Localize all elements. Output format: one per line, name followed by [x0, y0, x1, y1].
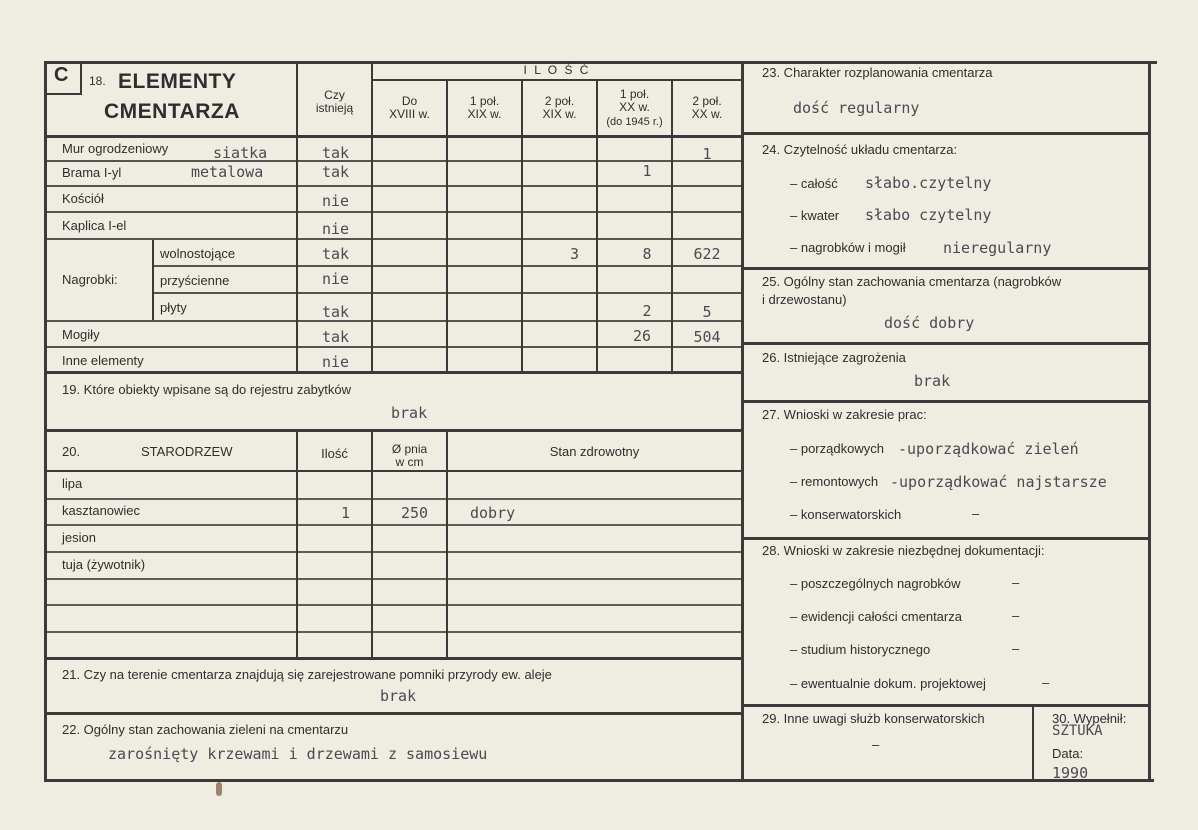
quantity-value: 1	[642, 162, 652, 180]
q27-item-label: – remontowych	[790, 474, 879, 489]
row-line	[44, 578, 741, 580]
section-line	[741, 342, 1151, 345]
q30-date-label: Data:	[1052, 746, 1084, 761]
ink-stain	[216, 782, 222, 796]
row-line	[44, 498, 741, 500]
col-header: XIX w.	[467, 107, 502, 121]
section-title-line1: ELEMENTY	[118, 70, 237, 93]
col-line	[152, 240, 154, 320]
q28-item-answer: –	[1012, 641, 1020, 656]
row-line	[44, 524, 741, 526]
section-title-line2: CMENTARZA	[104, 100, 240, 123]
row-line	[44, 551, 741, 553]
tree-name: tuja (żywotnik)	[62, 557, 146, 572]
q23-answer: dość regularny	[793, 99, 920, 117]
q25-answer: dość dobry	[884, 314, 975, 332]
q24-item-answer: słabo.czytelny	[865, 174, 992, 192]
left-border	[44, 61, 47, 782]
q24-item-label: – kwater	[790, 208, 840, 223]
section-line	[741, 400, 1151, 403]
tree-name: lipa	[62, 476, 83, 491]
q28-item-label: – poszczególnych nagrobków	[790, 576, 961, 591]
q30-date: 1990	[1052, 764, 1089, 782]
row-line	[152, 292, 741, 294]
q20-col-diameter: w cm	[395, 455, 424, 469]
row-label: Mogiły	[62, 327, 100, 342]
col-header: 1 poł.	[469, 94, 500, 108]
tree-quantity: 1	[340, 504, 351, 522]
row-label: Kaplica I-el	[62, 218, 127, 233]
section-line	[741, 704, 1151, 707]
q30-label: 30. Wypełnił:	[1052, 711, 1127, 726]
row-label: wolnostojące	[160, 246, 236, 261]
q20-col-quantity: Ilość	[321, 446, 348, 461]
q24-item-answer: nieregularny	[943, 239, 1052, 257]
q27-item-answer: -uporządkować najstarsze	[890, 473, 1107, 491]
q21-question: 21. Czy na terenie cmentarza znajdują się zarejestrowane pomniki przyrody ew. aleje	[62, 667, 552, 682]
exists-value: nie	[321, 220, 350, 238]
row-line	[44, 631, 741, 633]
exists-header-1: Czy	[324, 88, 345, 102]
col-header: XX w.	[691, 107, 723, 121]
col-header: (do 1945 r.)	[606, 116, 663, 128]
ilosc-line	[371, 79, 741, 81]
row-line	[152, 265, 741, 267]
q20-col-health: Stan zdrowotny	[549, 444, 640, 459]
row-detail: metalowa	[191, 163, 264, 181]
section-line	[741, 267, 1151, 270]
section-line	[44, 371, 741, 374]
section-number: 18.	[89, 74, 106, 88]
row-label: Kościół	[62, 191, 104, 206]
q20-col-diameter: Ø pnia	[391, 442, 428, 456]
exists-value: tak	[321, 144, 350, 162]
q22-answer: zarośnięty krzewami i drzewami z samosiewu	[108, 745, 488, 763]
row-line	[44, 470, 741, 472]
col-line	[446, 80, 448, 373]
quantity-value: 26	[632, 327, 652, 345]
q26-answer: brak	[914, 372, 951, 390]
q26-question: 26. Istniejące zagrożenia	[762, 350, 906, 365]
q24-item-label: – całość	[790, 176, 838, 191]
tree-name: jesion	[62, 530, 96, 545]
row-line	[44, 185, 741, 187]
col-header: XX w.	[619, 100, 650, 114]
quantity-value: 2	[642, 302, 652, 320]
q21-answer: brak	[380, 687, 417, 705]
row-detail: siatka	[213, 144, 268, 162]
q28-item-label: – studium historycznego	[790, 642, 931, 657]
q19-answer: brak	[391, 404, 428, 422]
q25-question: 25. Ogólny stan zachowania cmentarza (nagrobków	[762, 274, 1062, 289]
col-header: 2 poł.	[692, 94, 722, 108]
col-header: XIX w.	[542, 107, 577, 121]
right-border	[1148, 61, 1151, 782]
quantity-header: I L O Ś Ć	[523, 63, 591, 77]
q28-item-answer: –	[1012, 575, 1020, 590]
col-header: 2 poł.	[544, 94, 575, 108]
col-header: XVIII w.	[389, 107, 430, 121]
bottom-border	[44, 779, 1154, 782]
col-line	[1032, 706, 1034, 782]
section-line	[741, 132, 1151, 135]
q19-question: 19. Które obiekty wpisane są do rejestru zabytków	[62, 382, 352, 397]
tree-health: dobry	[470, 504, 516, 522]
row-label: Brama I-yl	[62, 165, 122, 180]
row-line	[44, 238, 741, 240]
q27-item-label: – porządkowych	[790, 441, 884, 456]
row-line	[44, 211, 741, 213]
exists-value: nie	[321, 192, 350, 210]
q28-item-answer: –	[1042, 675, 1050, 690]
q27-item-answer: -uporządkować zieleń	[898, 440, 1079, 458]
exists-value: nie	[321, 270, 350, 288]
exists-value: nie	[321, 353, 350, 371]
q24-question: 24. Czytelność układu cmentarza:	[762, 142, 958, 157]
exists-value: tak	[321, 303, 350, 321]
q30-name: SZTUKA	[1052, 723, 1103, 739]
section-letter: C	[54, 64, 69, 86]
q23-question: 23. Charakter rozplanowania cmentarza	[762, 65, 993, 80]
section-line	[741, 537, 1151, 540]
section-line	[44, 712, 741, 715]
quantity-value: 5	[702, 303, 712, 321]
col-header: Do	[401, 94, 418, 108]
q24-item-label: – nagrobków i mogił	[790, 240, 906, 255]
q24-item-answer: słabo czytelny	[865, 206, 992, 224]
exists-header-2: istnieją	[315, 101, 354, 115]
exists-value: tak	[321, 163, 350, 181]
q28-question: 28. Wnioski w zakresie niezbędnej dokumentacji:	[762, 543, 1045, 558]
col-header: 1 poł.	[619, 87, 650, 101]
quantity-value: 3	[569, 245, 580, 263]
q22-question: 22. Ogólny stan zachowania zieleni na cmentarzu	[62, 722, 349, 737]
q29-answer: –	[872, 737, 880, 752]
tree-name: kasztanowiec	[62, 503, 141, 518]
middle-divider	[741, 61, 744, 782]
section-line	[44, 657, 741, 660]
col-line	[521, 80, 523, 373]
q27-item-answer: –	[972, 506, 980, 521]
q20-title: STARODRZEW	[141, 444, 233, 459]
graves-group-label: Nagrobki:	[62, 272, 118, 287]
quantity-value: 8	[642, 245, 652, 263]
quantity-value: 1	[702, 145, 712, 163]
header-bottom	[44, 135, 741, 138]
row-label: przyścienne	[160, 273, 230, 288]
q27-item-label: – konserwatorskich	[790, 507, 902, 522]
row-label: Inne elementy	[62, 353, 144, 368]
col-line	[446, 431, 448, 659]
exists-value: tak	[321, 245, 350, 263]
q28-item-label: – ewidencji całości cmentarza	[790, 609, 962, 624]
exists-value: tak	[321, 328, 350, 346]
section-line	[44, 429, 741, 432]
row-line	[44, 604, 741, 606]
row-line	[44, 346, 741, 348]
row-label: płyty	[160, 300, 187, 315]
row-label: Mur ogrodzeniowy	[62, 141, 169, 156]
tree-diameter: 250	[400, 504, 429, 522]
q27-question: 27. Wnioski w zakresie prac:	[762, 407, 927, 422]
quantity-value: 504	[693, 328, 721, 346]
q28-item-answer: –	[1012, 608, 1020, 623]
q25-question: i drzewostanu)	[762, 292, 847, 307]
col-line	[296, 431, 298, 659]
q28-item-label: – ewentualnie dokum. projektowej	[790, 676, 986, 691]
row-line	[44, 320, 741, 322]
q20-number: 20.	[62, 444, 81, 459]
quantity-value: 622	[693, 245, 721, 263]
q29-question: 29. Inne uwagi służb konserwatorskich	[762, 711, 985, 726]
